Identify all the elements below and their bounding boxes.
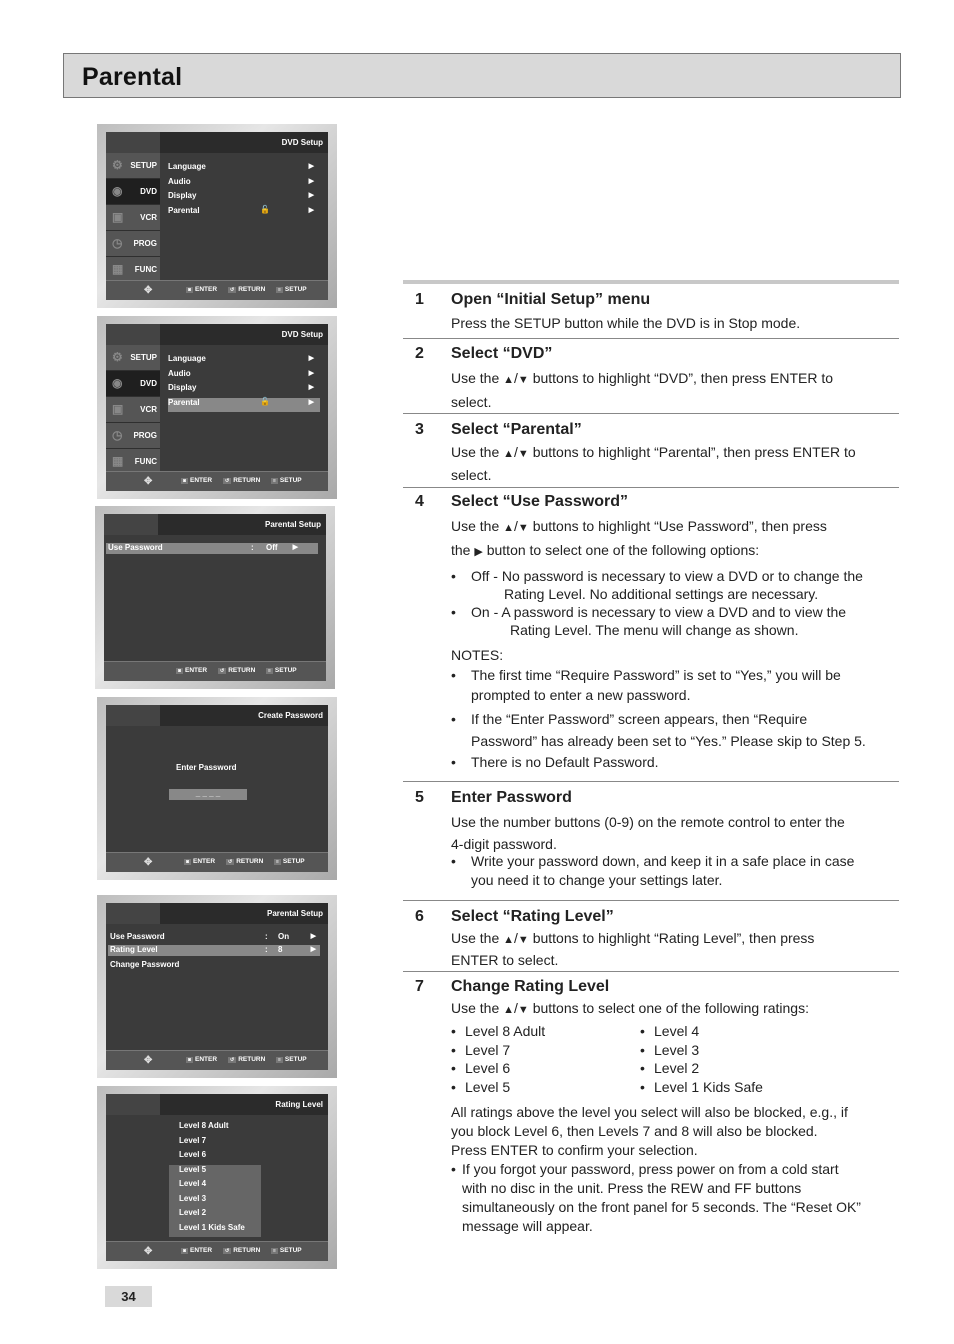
lock-icon: 🔓 (260, 204, 270, 214)
use-password-row: Use Password : On ▶ (110, 932, 316, 941)
use-password-row: Use Password : Off ▶ (106, 543, 318, 554)
arrow-right-icon: ▶ (308, 355, 314, 362)
page-number: 34 (105, 1286, 152, 1307)
arrow-right-icon: ▶ (308, 398, 314, 406)
nav-pad-icon: ✥ (144, 476, 153, 487)
step-7: 7 Change Rating Level Use the ▲/▼ buttons to select one of the following ratings: • Level 8 Adult • Level 7 • Level 6 • Level 5 • Level 4 • Level 3 • Level 2 • Level 1 Kids Safe All ratings above the level you select will also be blocked, e.g., if you block Level 6, then Levels 7 and 8 will also be blocked. Press ENTER to confirm your selection. • If you forgot your password, press power on from a cold start with no disc in the unit. Press the REW and FF buttons simultaneously on the front panel for 5 seconds. The “Reset OK” message will appear. (403, 978, 899, 1238)
list-item: • Level 8 Adult (451, 1022, 631, 1041)
screen-title: Rating Level (275, 1100, 323, 1109)
screen-parental-setup-on: Parental Setup Use Password : On ▶ Rating Level : 8 ▶ Change Password ✥ ◙ ENTER ↺ RETURN ≡ SETUP (97, 895, 337, 1078)
screen-title: DVD Setup (281, 330, 323, 339)
nav-pad-icon: ✥ (144, 1246, 153, 1257)
password-input: _ _ _ _ (169, 789, 247, 800)
up-arrow-icon: ▲ (503, 934, 515, 946)
arrow-right-icon: ▶ (292, 544, 298, 551)
screen-title: Parental Setup (266, 909, 323, 918)
rating-level-list: Level 8 Adult Level 7 Level 6 Level 5 Level 4 Level 3 Level 2 Level 1 Kids Safe (169, 1121, 261, 1237)
list-item: • Level 7 (451, 1041, 631, 1060)
list-item: • Level 4 (640, 1022, 820, 1041)
step-4: 4 Select “Use Password” Use the ▲/▼ buttons to highlight “Use Password”, then press the ▶ button to select one of the following options: • Off - No password is necessary to view a DVD or to change the Rating Level. No additional settings are necessary. • On - A password is necessary to view a DVD and to view the Rating Level. The menu will change as shown. NOTES: • The first time “Require Password” is set to “Yes,” you will be prompted to enter a new password. • If the “Enter Password” screen appears, then “Require Password” has already been set to “Yes.” Please skip to Step 5. • There is no Default Password. (403, 493, 899, 782)
step-2: 2 Select “DVD” Use the ▲/▼ buttons to highlight “DVD”, then press ENTER to select. (403, 345, 899, 414)
lock-icon: 🔓 (260, 396, 270, 406)
step-3: 3 Select “Parental” Use the ▲/▼ buttons to highlight “Parental”, then press ENTER to select. (403, 421, 899, 488)
screen-rating-level: Rating Level Level 8 Adult Level 7 Level 6 Level 5 Level 4 Level 3 Level 2 Level 1 Kids Safe ✥ ◙ ENTER ↺ RETURN ≡ SETUP (97, 1086, 337, 1269)
enter-password-prompt: Enter Password (176, 763, 237, 772)
screen-dvd-setup-1: DVD Setup ⚙ SETUP ◉ DVD ▣ VCR ◷ PROG ▦ FUNC Language ▶ Audio ▶ Display ▶ Parental 🔓 ▶ ✥ ◙ ENTER ↺ RETURN ≡ SETUP (97, 124, 337, 308)
list-item: • Level 3 (640, 1041, 820, 1060)
func-icon: ▦ (112, 454, 124, 468)
down-arrow-icon: ▼ (517, 1004, 529, 1016)
change-password-row: Change Password (110, 960, 180, 969)
gear-icon: ⚙ (112, 350, 123, 364)
list-item: • Level 2 (640, 1059, 820, 1078)
nav-pad-icon: ✥ (144, 285, 153, 296)
arrow-right-icon: ▶ (308, 192, 314, 199)
clock-icon: ◷ (112, 428, 123, 442)
nav-pad-icon: ✥ (144, 857, 153, 868)
screen-dvd-setup-2: DVD Setup ⚙ SETUP ◉ DVD ▣ VCR ◷ PROG ▦ FUNC Language ▶ Audio ▶ Display ▶ Parental 🔓 ▶ ✥ ◙ ENTER ↺ RETURN ≡ SETUP (97, 316, 337, 499)
step-6: 6 Select “Rating Level” Use the ▲/▼ buttons to highlight “Rating Level”, then press ENTER to select. (403, 908, 899, 972)
screen-title: Parental Setup (264, 520, 321, 529)
gear-icon: ⚙ (112, 158, 123, 172)
list-item: • Level 5 (451, 1078, 631, 1097)
dvd-icon: ◉ (112, 184, 123, 198)
down-arrow-icon: ▼ (517, 374, 529, 386)
up-arrow-icon: ▲ (503, 448, 515, 460)
menu-list: Language ▶ Audio ▶ Display ▶ Parental 🔓 ▶ (168, 162, 314, 215)
vcr-icon: ▣ (112, 402, 124, 416)
rating-levels-list (451, 1022, 899, 1100)
arrow-right-icon: ▶ (308, 206, 314, 214)
step-1: 1 Open “Initial Setup” menu Press the SETUP button while the DVD is in Stop mode. (403, 291, 899, 339)
clock-icon: ◷ (112, 236, 123, 250)
arrow-right-icon: ▶ (310, 933, 316, 940)
list-item: • Level 6 (451, 1059, 631, 1078)
up-arrow-icon: ▲ (503, 522, 515, 534)
dvd-icon: ◉ (112, 376, 123, 390)
steps-top-rule (403, 280, 899, 284)
arrow-right-icon: ▶ (308, 369, 314, 377)
arrow-right-icon: ▶ (308, 384, 314, 391)
screen-parental-setup-off: Parental Setup Use Password : Off ▶ ◙ ENTER ↺ RETURN ≡ SETUP (95, 506, 335, 689)
nav-pad-icon: ✥ (144, 1055, 153, 1066)
down-arrow-icon: ▼ (517, 934, 529, 946)
arrow-right-icon: ▶ (308, 177, 314, 185)
screen-title: Create Password (258, 711, 323, 720)
screen-title: DVD Setup (281, 138, 323, 147)
up-arrow-icon: ▲ (503, 1004, 515, 1016)
arrow-right-icon: ▶ (308, 163, 314, 170)
down-arrow-icon: ▼ (517, 448, 529, 460)
side-menu: ⚙ SETUP ◉ DVD ▣ VCR ◷ PROG ▦ FUNC (106, 153, 160, 281)
page-title: Parental (82, 63, 183, 91)
list-item: • Level 1 Kids Safe (640, 1078, 820, 1097)
play-arrow-icon: ▶ (474, 546, 483, 558)
vcr-icon: ▣ (112, 210, 124, 224)
screen-create-password: Create Password Enter Password _ _ _ _ ✥ ◙ ENTER ↺ RETURN ≡ SETUP (97, 697, 337, 880)
up-arrow-icon: ▲ (503, 374, 515, 386)
menu-list: Language ▶ Audio ▶ Display ▶ Parental 🔓 ▶ (168, 354, 320, 412)
highlighted-row: Parental 🔓 ▶ (168, 398, 320, 413)
side-menu: ⚙ SETUP ◉ DVD ▣ VCR ◷ PROG ▦ FUNC (106, 345, 160, 472)
page-header (63, 53, 901, 98)
rating-level-row: Rating Level : 8 ▶ (108, 945, 320, 956)
step-5: 5 Enter Password Use the number buttons (0-9) on the remote control to enter the 4-digit password. • Write your password down, and keep it in a safe place in case you need it to change your settings later. (403, 789, 899, 901)
arrow-right-icon: ▶ (310, 946, 316, 953)
func-icon: ▦ (112, 262, 124, 276)
down-arrow-icon: ▼ (517, 522, 529, 534)
